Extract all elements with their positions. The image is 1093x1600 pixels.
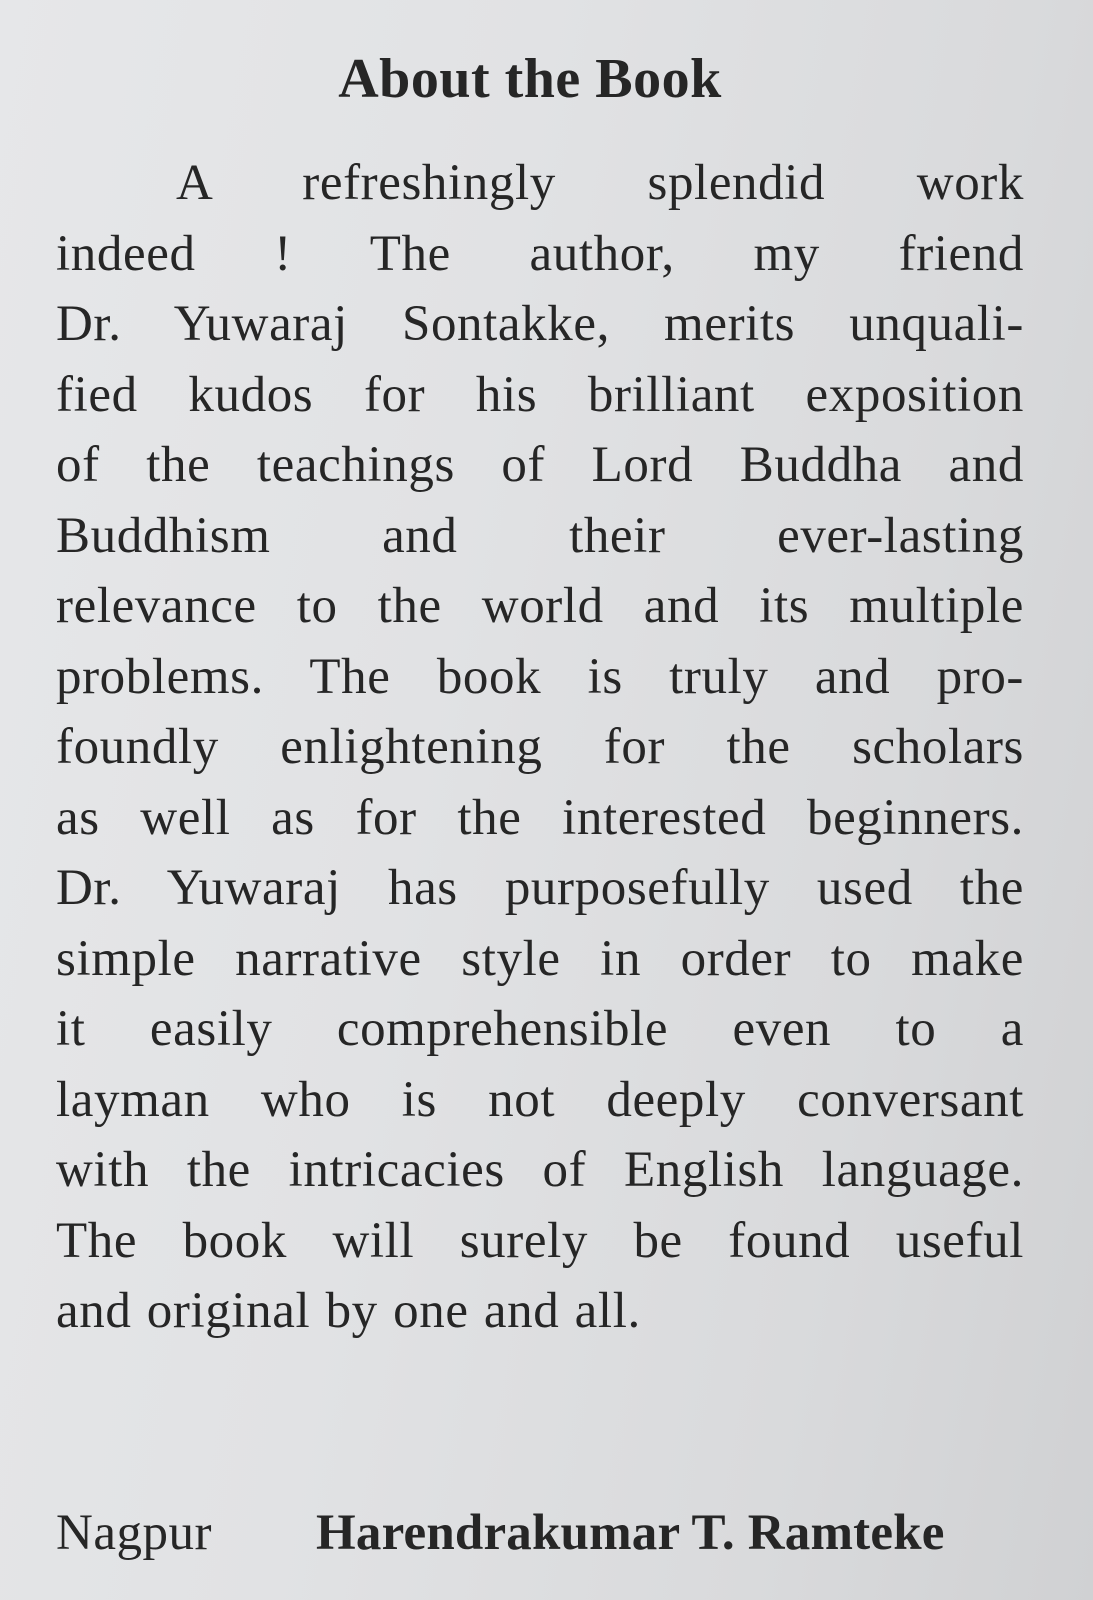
paragraph-line: Buddhism and their ever-lasting <box>56 507 1024 564</box>
paragraph-line: problems. The book is truly and pro- <box>56 648 1024 705</box>
paragraph-line: with the intricacies of English language. <box>56 1142 1024 1198</box>
signature-place: Nagpur <box>56 1505 212 1561</box>
paragraph-line: and original by one and all. <box>56 1283 641 1339</box>
paragraph-line: simple narrative style in order to make <box>56 930 1024 987</box>
paragraph-line: Dr. Yuwaraj has purposefully used the <box>56 860 1024 916</box>
paragraph-line: relevance to the world and its multiple <box>56 578 1024 634</box>
paragraph-line: it easily comprehensible even to a <box>56 1001 1024 1057</box>
about-paragraph <box>56 148 1024 1347</box>
paragraph-line: as well as for the interested beginners. <box>56 789 1024 846</box>
paragraph-line: layman who is not deeply conversant <box>56 1071 1024 1128</box>
paragraph-line: fied kudos for his brilliant exposition <box>56 366 1024 423</box>
paragraph-line: indeed ! The author, my friend <box>56 225 1024 282</box>
paragraph-line: foundly enlightening for the scholars <box>56 719 1024 775</box>
paragraph-line: The book will surely be found useful <box>56 1212 1024 1269</box>
paragraph-line: Dr. Yuwaraj Sontakke, merits unquali- <box>56 296 1024 352</box>
page-title: About the Book <box>338 48 722 110</box>
signature-author: Harendrakumar T. Ramteke <box>316 1505 945 1561</box>
paragraph-line: of the teachings of Lord Buddha and <box>56 437 1024 493</box>
paragraph-line: A refreshingly splendid work <box>176 155 1024 211</box>
